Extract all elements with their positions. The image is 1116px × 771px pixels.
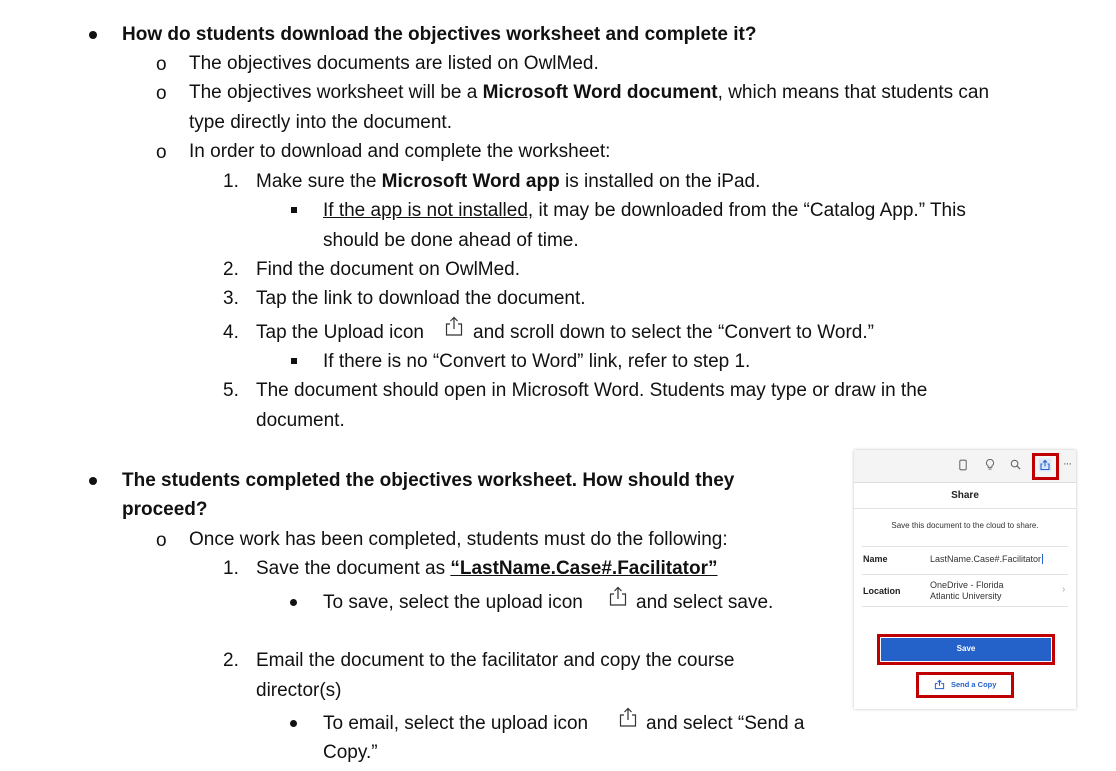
- section1-item3: In order to download and complete the worksheet:: [189, 141, 611, 162]
- email-sub-post: and select “Send a: [646, 713, 805, 734]
- circle-bullet: o: [156, 142, 167, 163]
- step1-bold: Microsoft Word app: [381, 171, 560, 192]
- step-2: Find the document on OwlMed.: [256, 259, 521, 280]
- step-1: [256, 167, 760, 196]
- bullet: [89, 31, 97, 39]
- search-icon[interactable]: [1010, 459, 1021, 470]
- section2-heading: The students completed the objectives worksheet. How should they: [122, 470, 735, 491]
- email-sub-pre: To email, select the upload icon: [323, 713, 589, 734]
- share-icon: [1038, 458, 1052, 472]
- divider: [854, 508, 1076, 509]
- location-line1[interactable]: OneDrive - Florida: [930, 580, 1004, 590]
- step1-post: is installed on the iPad.: [559, 171, 761, 192]
- step1-sub-underline: If the app is not installed,: [323, 200, 534, 221]
- bullet: [89, 477, 97, 485]
- step-3: Tap the link to download the document.: [256, 288, 586, 309]
- chevron-right-icon[interactable]: ›: [1062, 584, 1066, 595]
- section1-item2-line2: type directly into the document.: [189, 112, 452, 133]
- upload-icon: [619, 707, 637, 727]
- divider: [862, 546, 1068, 547]
- share-subtitle: Save this document to the cloud to share.: [891, 521, 1039, 530]
- step-5-line2: document.: [256, 410, 345, 431]
- section2-intro: Once work has been completed, students must do the following:: [189, 529, 728, 550]
- step-number: 3.: [223, 288, 239, 309]
- location-label: Location: [863, 586, 901, 596]
- send-copy-button[interactable]: [920, 676, 1010, 694]
- upload-icon: [609, 586, 627, 606]
- circle-bullet: o: [156, 83, 167, 104]
- save-step-pre: Save the document as: [256, 558, 451, 579]
- circle-bullet: o: [156, 530, 167, 551]
- step-number: 2.: [223, 650, 239, 671]
- step-number: 1.: [223, 171, 239, 192]
- location-line2[interactable]: Atlantic University: [930, 591, 1002, 601]
- email-step-line2: director(s): [256, 680, 342, 701]
- step-4-post: and scroll down to select the “Convert to Word.”: [473, 322, 874, 343]
- item2-post: , which means that students can: [717, 82, 990, 103]
- circle-bullet: o: [156, 54, 167, 75]
- item2-bold: Microsoft Word document: [482, 82, 718, 103]
- step-1-sub: [323, 196, 966, 225]
- share-panel-screenshot: [854, 450, 1076, 709]
- save-sub-pre: To save, select the upload icon: [323, 592, 583, 613]
- item2-pre: The objectives worksheet will be a: [189, 82, 483, 103]
- step-number: 1.: [223, 558, 239, 579]
- name-label: Name: [863, 554, 888, 564]
- section1-heading: How do students download the objectives worksheet and complete it?: [122, 24, 757, 45]
- step-1-sub-line2: should be done ahead of time.: [323, 230, 579, 251]
- send-copy-label: Send a Copy: [951, 680, 997, 689]
- save-label: Save: [956, 644, 976, 653]
- name-field[interactable]: LastName.Case#.Facilitator: [930, 554, 1042, 564]
- email-step: Email the document to the facilitator and copy the course: [256, 650, 735, 671]
- upload-icon: [445, 316, 463, 336]
- step-number: 2.: [223, 259, 239, 280]
- section2-heading-line2: proceed?: [122, 499, 208, 520]
- divider: [862, 606, 1068, 607]
- section1-item1: The objectives documents are listed on OwlMed.: [189, 53, 599, 74]
- filename-format: “LastName.Case#.Facilitator”: [450, 558, 718, 579]
- step1-sub-post: it may be downloaded from the “Catalog App.” This: [533, 200, 966, 221]
- square-bullet: [291, 207, 297, 213]
- step-5: The document should open in Microsoft Word. Students may type or draw in the: [256, 380, 928, 401]
- step1-pre: Make sure the: [256, 171, 382, 192]
- divider: [862, 574, 1068, 575]
- step-4-pre: Tap the Upload icon: [256, 322, 424, 343]
- email-sub-line2: Copy.”: [323, 742, 378, 763]
- save-button[interactable]: [881, 638, 1051, 661]
- section1-item2: [189, 78, 989, 107]
- bullet: [290, 720, 297, 727]
- square-bullet: [291, 358, 297, 364]
- more-options-icon[interactable]: ···: [1063, 458, 1071, 470]
- lightbulb-icon[interactable]: [985, 458, 995, 471]
- phone-icon[interactable]: [959, 459, 967, 471]
- save-step: [256, 554, 718, 583]
- step-4-sub: If there is no “Convert to Word” link, refer to step 1.: [323, 351, 751, 372]
- share-icon: [934, 679, 945, 690]
- step-number: 4.: [223, 322, 239, 343]
- save-sub-post: and select save.: [636, 592, 774, 613]
- bullet: [290, 599, 297, 606]
- step-number: 5.: [223, 380, 239, 401]
- share-title: Share: [951, 490, 979, 501]
